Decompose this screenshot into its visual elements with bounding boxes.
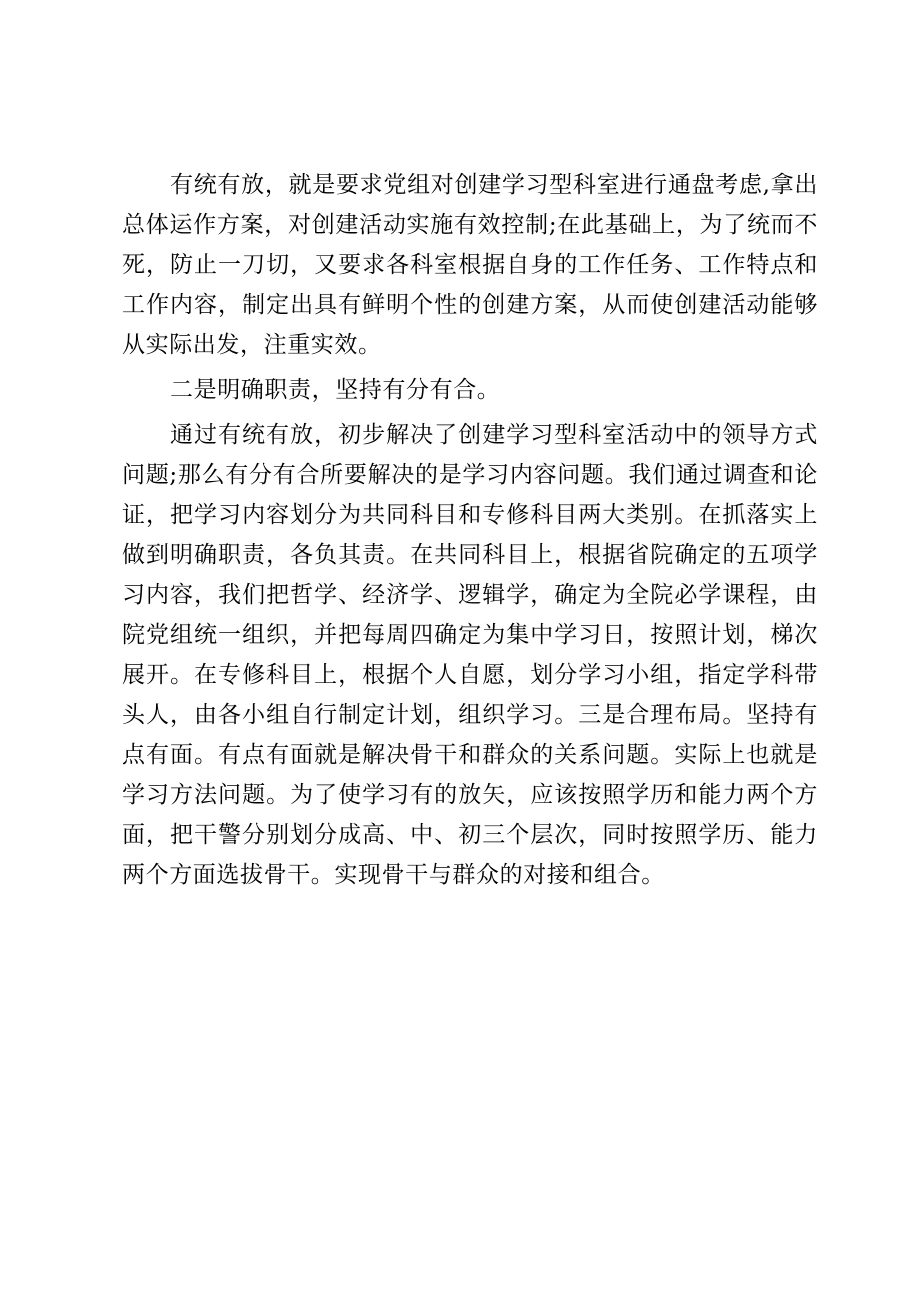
paragraph-heading-zhize: 二是明确职责，坚持有分有合。 — [170, 377, 501, 403]
paragraph-fenhe: 通过有统有放，初步解决了创建学习型科室活动中的领导方式问题;那么有分有合所要解决的是学习内容问题。我们通过调查和论证，把学习内容划分为共同科目和专修科目两大类别。在抓落实上做到明确职责，各负其责。在共同科目上，根据省院确定的五项学习内容，我们把哲学、经济学、逻辑学，确定为全院必学课程，由院党组统一组织，并把每周四确定为集中学习日，按照计划，梯次展开。在专修科目上，根据个人自愿，划分学习小组，指定学科带头人，由各小组自行制定计划，组织学习。三是合理布局。坚持有点有面。有点有面就是解决骨干和群众的关系问题。实际上也就是学习方法问题。为了使学习有的放矢，应该按照学历和能力两个方面，把干警分别划分成高、中、初三个层次，同时按照学历、能力两个方面选拔骨干。实现骨干与群众的对接和组合。 — [122, 422, 818, 888]
document-body — [122, 165, 818, 895]
paragraph-tongfang: 有统有放，就是要求党组对创建学习型科室进行通盘考虑,拿出总体运作方案，对创建活动实施有效控制;在此基础上，为了统而不死，防止一刀切，又要求各科室根据自身的工作任务、工作特点和工作内容，制定出具有鲜明个性的创建方案，从而使创建活动能够从实际出发，注重实效。 — [122, 172, 818, 358]
